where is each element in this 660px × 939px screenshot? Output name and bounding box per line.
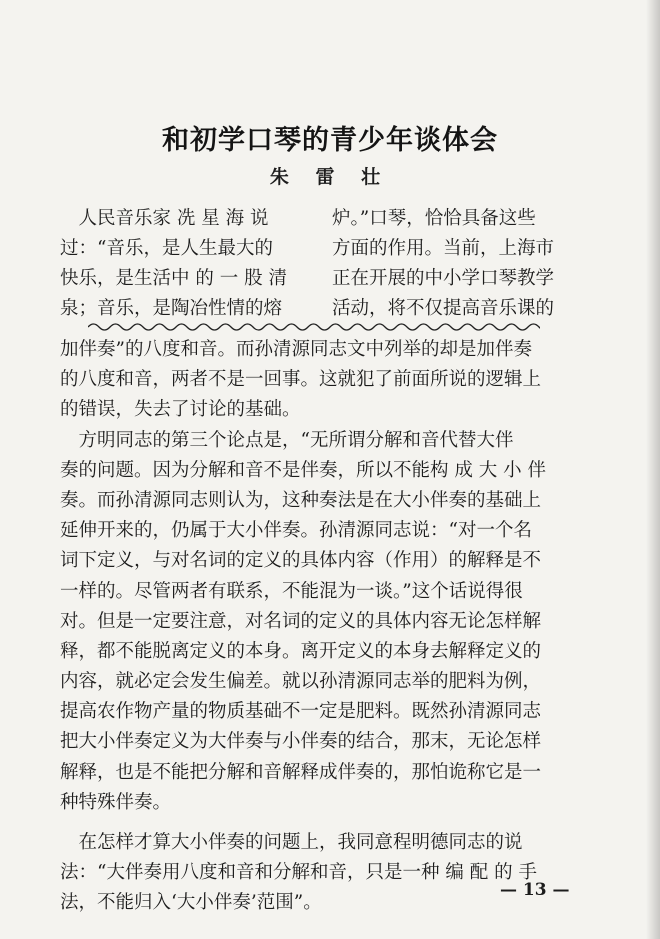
text-line: 内容，就必定会发生偏差。就以孙清源同志举的肥料为例， [60, 671, 542, 693]
page-edge-shadow [646, 0, 660, 939]
text-line: 炉。”口琴，恰恰具备这些 [332, 208, 536, 229]
intro-column-left [60, 204, 322, 324]
text-line: 加伴奏”的八度和音。而孙清源同志文中列举的却是加伴奏 [60, 339, 532, 360]
text-line: 对。但是一定要注意，对名词的定义的具体内容无论怎样解 [60, 610, 542, 632]
text-line: 解释，也是不能把分解和音解释成伴奏的，那怕诡称它是一 [60, 761, 542, 783]
wavy-divider [88, 320, 540, 334]
text-line: 法，不能归入‘大小伴奏’范围”。 [60, 892, 322, 914]
text-line: 在怎样才算大小伴奏的问题上，我同意程明德同志的说 [60, 832, 523, 853]
text-line: 正在开展的中小学口琴教学 [332, 268, 555, 289]
text-line: 的八度和音，两者不是一回事。这就犯了前面所说的逻辑上 [60, 369, 542, 391]
paragraph-gap [60, 818, 608, 828]
text-line: 的错误，失去了讨论的基础。 [60, 399, 301, 421]
text-line: 释，都不能脱离定义的本身。离开定义的本身去解释定义的 [60, 640, 542, 662]
text-line: 泉；音乐，是陶冶性情的熔 [60, 298, 283, 319]
text-line: 快乐，是生活中 的 一 股 清 [60, 268, 288, 289]
text-line: 活动，将不仅提高音乐课的 [332, 298, 555, 319]
article-title: 和初学口琴的青少年谈体会 [162, 125, 498, 156]
article-author: 朱 雷 壮 [269, 166, 391, 188]
text-line: 把大小伴奏定义为大伴奏与小伴奏的结合，那末，无论怎样 [60, 731, 542, 753]
text-line: 一样的。尽管两者有联系，不能混为一谈。”这个话说得很 [60, 580, 523, 602]
text-line: 奏。而孙清源同志则认为，这种奏法是在大小伴奏的基础上 [60, 489, 542, 511]
text-line: 词下定义，与对名词的定义的具体内容（作用）的解释是不 [60, 550, 542, 572]
page-number: — 13 — [500, 880, 570, 900]
text-line: 方面的作用。当前，上海市 [332, 238, 555, 259]
text-line: 方明同志的第三个论点是，“无所谓分解和音代替大伴 [60, 429, 514, 451]
article-body [60, 335, 608, 919]
text-line: 过：“音乐，是人生最大的 [60, 238, 273, 259]
text-line: 人民音乐家 冼 星 海 说 [60, 208, 269, 229]
intro-column-right [332, 204, 588, 324]
text-line: 奏的问题。因为分解和音不是伴奏，所以不能构 成 大 小 伴 [60, 459, 547, 481]
text-line: 提高农作物产量的物质基础不一定是肥料。既然孙清源同志 [60, 701, 542, 723]
text-line: 延伸开来的，仍属于大小伴奏。孙清源同志说：“对一个名 [60, 520, 532, 542]
text-line: 法：“大伴奏用八度和音和分解和音，只是一种 编 配 的 手 [60, 862, 537, 884]
text-line: 种特殊伴奏。 [60, 791, 172, 813]
